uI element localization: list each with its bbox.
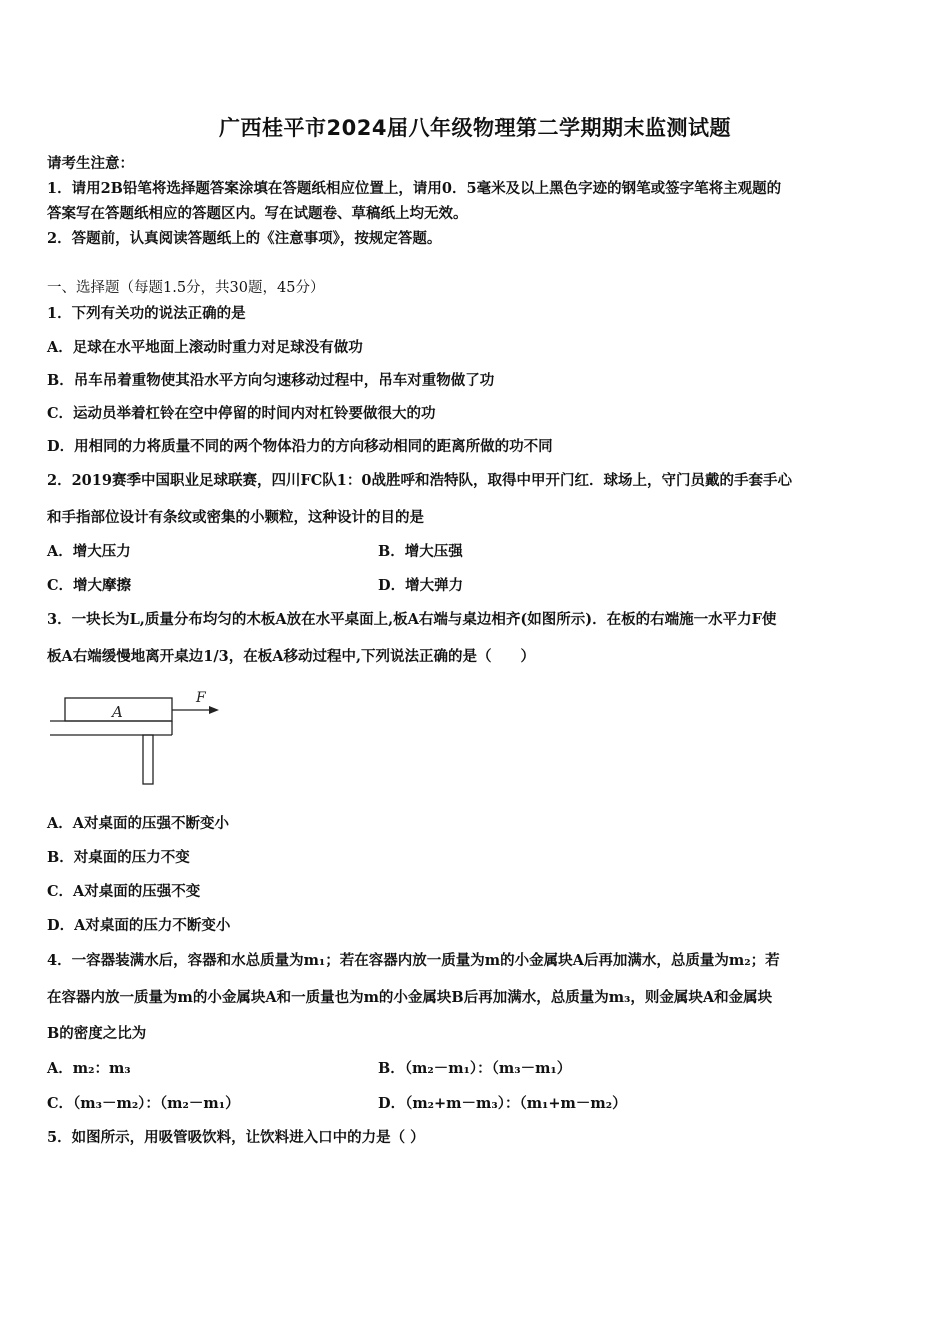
force-label: F: [196, 690, 206, 706]
q1-option-a: A．足球在水平地面上滚动时重力对足球没有做功: [47, 339, 363, 356]
q4-option-c: C．（m₃－m₂）：（m₂－m₁）: [47, 1095, 240, 1112]
q4-stem-line-2: 在容器内放一质量为m的小金属块A和一质量也为m的小金属块B后再加满水，总质量为m₃，则金属块A和金属块: [47, 989, 773, 1006]
q4-stem-line-1: 4．一容器装满水后，容器和水总质量为m₁；若在容器内放一质量为m的小金属块A后再加满水，总质量为m₂；若: [47, 952, 780, 969]
page-title: 广西桂平市2024届八年级物理第二学期期末监测试题: [219, 116, 731, 140]
q4-option-a: A．m₂：m₃: [47, 1060, 131, 1077]
q1-option-c: C．运动员举着杠铃在空中停留的时间内对杠铃要做很大的功: [47, 405, 436, 422]
q2-stem-line-2: 和手指部位设计有条纹或密集的小颗粒，这种设计的目的是: [47, 509, 424, 526]
board-a-label: A: [112, 703, 123, 721]
q2-stem-line-1: 2．2019赛季中国职业足球联赛，四川FC队1：0战胜呼和浩特队，取得中甲开门红．球场上，守门员戴的手套手心: [47, 472, 792, 489]
q2-option-a: A．增大压力: [47, 543, 131, 560]
notice-item-2: 2．答题前，认真阅读答题纸上的《注意事项》，按规定答题。: [47, 230, 442, 247]
notice-heading: 请考生注意：: [47, 155, 134, 172]
force-arrow-head: [209, 706, 219, 714]
q4-option-d: D．（m₂+m－m₃）：（m₁+m－m₂）: [378, 1095, 627, 1112]
notice-item-1-line-2: 答案写在答题纸相应的答题区内。写在试题卷、草稿纸上均无效。: [47, 205, 468, 222]
q4-stem-line-3: B的密度之比为: [47, 1025, 147, 1042]
q2-option-b: B．增大压强: [378, 543, 463, 560]
q3-option-a: A．A对桌面的压强不断变小: [47, 815, 229, 832]
notice-item-1-line-1: 1．请用2B铅笔将选择题答案涂填在答题纸相应位置上，请用0．5毫米及以上黑色字迹的钢笔或签字笔将主观题的: [47, 180, 782, 197]
q3-figure: [48, 682, 228, 787]
q3-option-b: B．对桌面的压力不变: [47, 849, 190, 866]
q3-stem-line-1: 3．一块长为L,质量分布均匀的木板A放在水平桌面上,板A右端与桌边相齐(如图所示)．在板的右端施一水平力F使: [47, 611, 777, 628]
section-heading: 一、选择题（每题1.5分，共30题，45分）: [47, 280, 325, 296]
q3-option-d: D．A对桌面的压力不断变小: [47, 917, 231, 934]
q5-stem: 5．如图所示，用吸管吸饮料，让饮料进入口中的力是（ ）: [47, 1129, 425, 1146]
table-leg: [143, 735, 153, 784]
q2-option-c: C．增大摩擦: [47, 577, 132, 594]
q2-option-d: D．增大弹力: [378, 577, 464, 594]
q1-option-d: D．用相同的力将质量不同的两个物体沿力的方向移动相同的距离所做的功不同: [47, 438, 553, 455]
q1-stem: 1．下列有关功的说法正确的是: [47, 305, 246, 322]
q3-option-c: C．A对桌面的压强不变: [47, 883, 201, 900]
q3-stem-line-2: 板A右端缓慢地离开桌边1/3，在板A移动过程中,下列说法正确的是（ ）: [47, 648, 536, 665]
q4-option-b: B．（m₂－m₁）：（m₃－m₁）: [378, 1060, 572, 1077]
q1-option-b: B．吊车吊着重物使其沿水平方向匀速移动过程中，吊车对重物做了功: [47, 372, 495, 389]
